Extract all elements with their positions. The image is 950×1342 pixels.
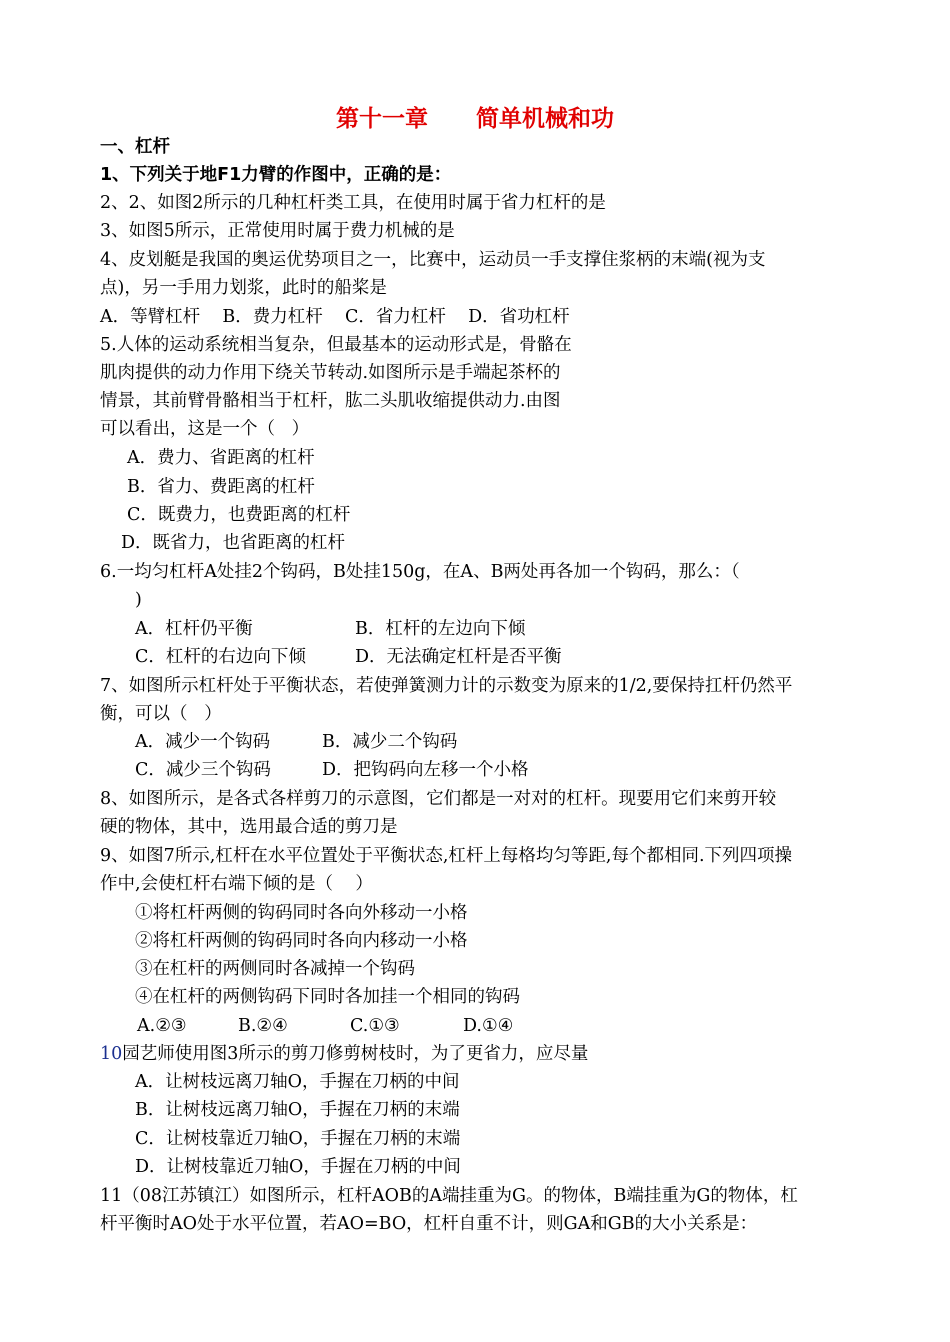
question-4-line-1: 4、皮划艇是我国的奥运优势项目之一，比赛中，运动员一手支撑住浆柄的末端(视为支 bbox=[100, 250, 766, 270]
question-2: 2、2、如图2所示的几种杠杆类工具，在使用时属于省力杠杆的是 bbox=[100, 193, 606, 213]
question-9-item-2: ②将杠杆两侧的钩码同时各向内移动一小格 bbox=[135, 931, 468, 951]
question-6-option-a: A．杠杆仍平衡 bbox=[135, 619, 253, 639]
question-9-item-1: ①将杠杆两侧的钩码同时各向外移动一小格 bbox=[135, 903, 468, 923]
question-9-line-1: 9、如图7所示,杠杆在水平位置处于平衡状态,杠杆上每格均匀等距,每个都相同.下列四项操 bbox=[100, 846, 793, 866]
question-11-line-2: 杆平衡时AO处于水平位置，若AO=BO，杠杆自重不计，则GA和GB的大小关系是： bbox=[100, 1214, 758, 1234]
question-10-number: 10 bbox=[100, 1044, 123, 1064]
question-9-item-4: ④在杠杆的两侧钩码下同时各加挂一个相同的钩码 bbox=[135, 987, 520, 1007]
question-8-line-1: 8、如图所示，是各式各样剪刀的示意图，它们都是一对对的杠杆。现要用它们来剪开较 bbox=[100, 789, 777, 809]
question-9-option-b: B.②④ bbox=[238, 1016, 288, 1036]
question-11-line-1: 11（08江苏镇江）如图所示，杠杆AOB的A端挂重为G。的物体，B端挂重为G的物体，杠 bbox=[100, 1186, 798, 1206]
question-1: 1、下列关于地F1力臂的作图中，正确的是： bbox=[100, 165, 452, 185]
question-5-line-4: 可以看出，这是一个（ ） bbox=[100, 419, 310, 439]
question-5-option-c: C．既费力，也费距离的杠杆 bbox=[127, 505, 351, 525]
chapter-title: 第十一章 简单机械和功 bbox=[335, 106, 615, 132]
question-3: 3、如图5所示，正常使用时属于费力机械的是 bbox=[100, 221, 455, 241]
question-6-line-2: ) bbox=[135, 590, 142, 610]
section-heading: 一、杠杆 bbox=[100, 137, 170, 157]
question-5-option-a: A．费力、省距离的杠杆 bbox=[127, 448, 315, 468]
question-9-item-3: ③在杠杆的两侧同时各减掉一个钩码 bbox=[135, 959, 415, 979]
question-6-line-1: 6.一均匀杠杆A处挂2个钩码，B处挂150g，在A、B两处再各加一个钩码，那么：（ bbox=[100, 562, 740, 582]
question-10-option-d: D．让树枝靠近刀轴O，手握在刀柄的中间 bbox=[135, 1157, 461, 1177]
question-5-option-b: B．省力、费距离的杠杆 bbox=[127, 477, 315, 497]
question-6-option-d: D．无法确定杠杆是否平衡 bbox=[355, 647, 562, 667]
question-5-line-1: 5.人体的运动系统相当复杂，但最基本的运动形式是，骨骼在 bbox=[100, 335, 572, 355]
question-10-text: 园艺师使用图3所示的剪刀修剪树枝时，为了更省力，应尽量 bbox=[122, 1044, 589, 1064]
question-9-line-2: 作中,会使杠杆右端下倾的是（ ） bbox=[100, 874, 373, 894]
question-9-option-c: C.①③ bbox=[350, 1016, 400, 1036]
question-5-option-d: D．既省力，也省距离的杠杆 bbox=[121, 533, 346, 553]
question-6-option-c: C．杠杆的右边向下倾 bbox=[135, 647, 306, 667]
question-9-option-a: A.②③ bbox=[137, 1016, 187, 1036]
question-5-line-3: 情景，其前臂骨骼相当于杠杆，肱二头肌收缩提供动力.由图 bbox=[100, 391, 561, 411]
question-10-option-b: B．让树枝远离刀轴O，手握在刀柄的末端 bbox=[135, 1100, 460, 1120]
question-8-line-2: 硬的物体，其中，选用最合适的剪刀是 bbox=[100, 817, 398, 837]
question-7-option-b: B．减少二个钩码 bbox=[322, 732, 458, 752]
question-6-option-b: B．杠杆的左边向下倾 bbox=[355, 619, 526, 639]
question-7-line-2: 衡，可以（ ） bbox=[100, 704, 222, 724]
question-4-options: A．等臂杠杆 B．费力杠杆 C．省力杠杆 D．省功杠杆 bbox=[100, 307, 570, 327]
question-7-option-c: C．减少三个钩码 bbox=[135, 760, 271, 780]
question-7-line-1: 7、如图所示杠杆处于平衡状态，若使弹簧测力计的示数变为原来的1/2,要保持扛杆仍然平 bbox=[100, 676, 793, 696]
question-10-line-1 bbox=[100, 1043, 588, 1065]
question-7-option-d: D．把钩码向左移一个小格 bbox=[322, 760, 529, 780]
question-9-option-d: D.①④ bbox=[463, 1016, 514, 1036]
question-5-line-2: 肌肉提供的动力作用下绕关节转动.如图所示是手端起茶杯的 bbox=[100, 363, 561, 383]
question-7-option-a: A．减少一个钩码 bbox=[135, 732, 271, 752]
question-10-option-c: C．让树枝靠近刀轴O，手握在刀柄的末端 bbox=[135, 1129, 461, 1149]
question-4-line-2: 点)，另一手用力划浆，此时的船桨是 bbox=[100, 278, 387, 298]
question-10-option-a: A．让树枝远离刀轴O，手握在刀柄的中间 bbox=[135, 1072, 460, 1092]
